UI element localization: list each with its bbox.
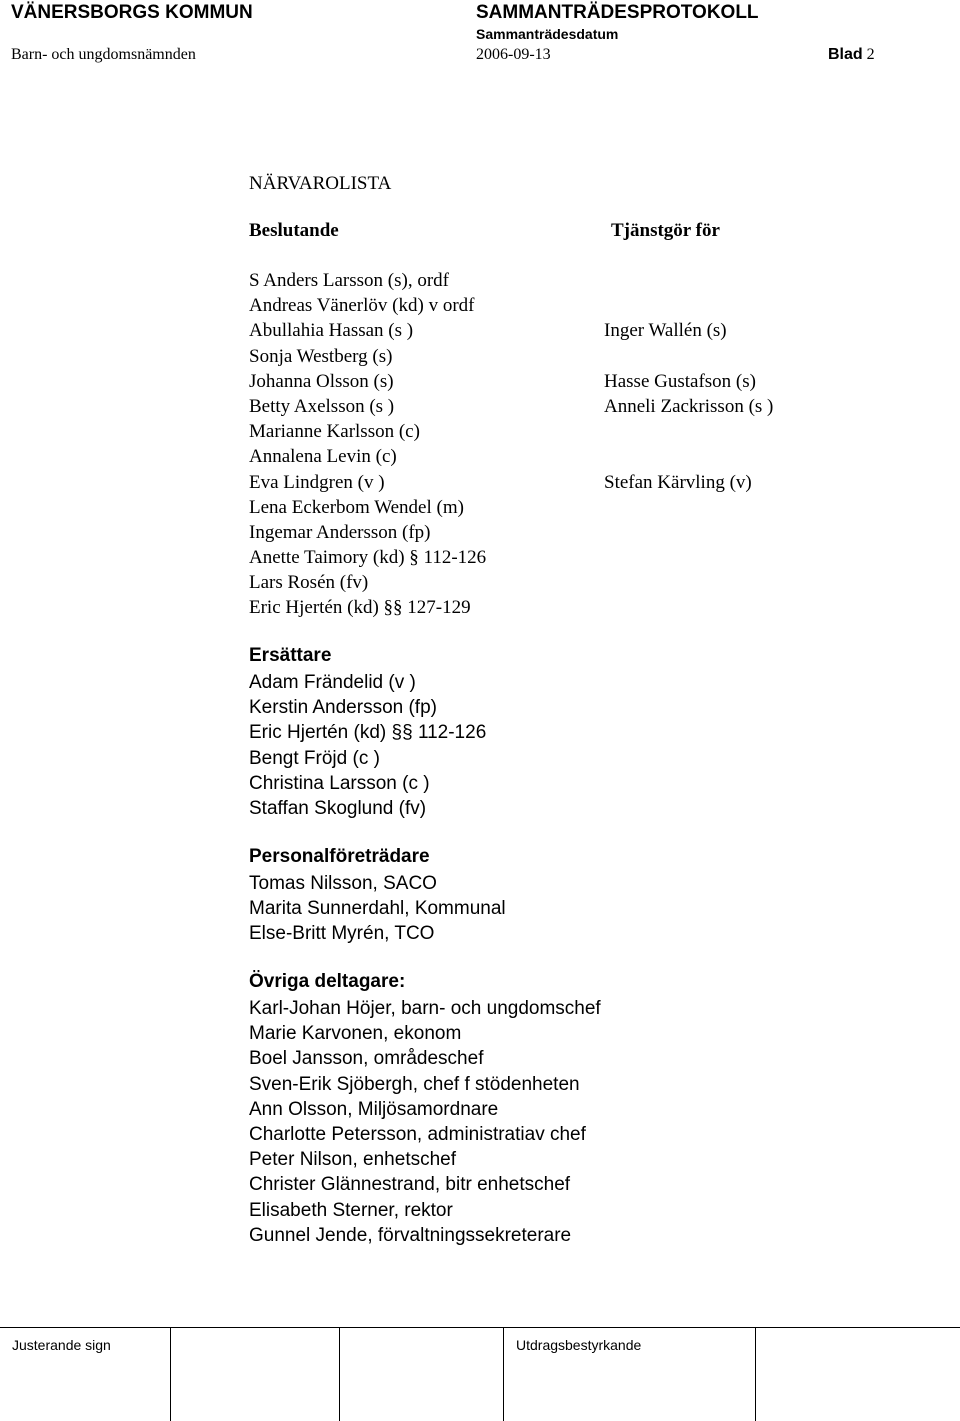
tjanstgor-list <box>604 268 944 621</box>
date-label: Sammanträdesdatum <box>476 26 619 42</box>
tjanstgor-for <box>604 545 944 570</box>
ovriga-member: Gunnel Jende, förvaltningssekreterare <box>249 1224 572 1246</box>
personal-member: Else-Britt Myrén, TCO <box>249 923 435 945</box>
beslutande-list <box>249 268 589 621</box>
tjanstgor-for <box>604 268 944 293</box>
ovriga-member: Christer Glännestrand, bitr enhetschef <box>249 1174 571 1196</box>
ovriga-member: Charlotte Petersson, administratiav chef <box>249 1123 586 1145</box>
ovriga-member: Sven-Erik Sjöbergh, chef f stödenheten <box>249 1073 580 1095</box>
ovriga-member: Ann Olsson, Miljösamordnare <box>249 1098 499 1120</box>
ersattare-member: Christina Larsson (c ) <box>249 772 430 794</box>
beslutande-member: Johanna Olsson (s) <box>249 370 394 392</box>
beslutande-member: Lars Rosén (fv) <box>249 572 369 594</box>
meeting-date: 2006-09-13 <box>476 46 551 63</box>
tjanstgor-for <box>604 520 944 545</box>
ovriga-member: Boel Jansson, områdeschef <box>249 1048 484 1070</box>
tjanstgor-for <box>604 344 944 369</box>
board-name: Barn- och ungdomsnämnden <box>11 46 196 63</box>
ovriga-member: Marie Karvonen, ekonom <box>249 1023 462 1045</box>
ovriga-member: Karl-Johan Höjer, barn- och ungdomschef <box>249 998 601 1019</box>
municipality-name: VÄNERSBORGS KOMMUN <box>11 2 253 23</box>
tjanstgor-for <box>604 570 944 595</box>
beslutande-member: Marianne Karlsson (c) <box>249 421 420 443</box>
document-type: SAMMANTRÄDESPROTOKOLL <box>476 2 759 23</box>
beslutande-member: Betty Axelsson (s ) <box>249 395 395 417</box>
beslutande-member: Andreas Vänerlöv (kd) v ordf <box>249 295 475 317</box>
sheet-label: Blad <box>828 46 863 63</box>
ersattare-member: Staffan Skoglund (fv) <box>249 797 427 819</box>
beslutande-member: Abullahia Hassan (s ) <box>249 320 414 342</box>
beslutande-member: Anette Taimory (kd) § 112-126 <box>249 547 487 569</box>
ovriga-list <box>249 996 899 1248</box>
tjanstgor-for: Inger Wallén (s) <box>604 320 727 342</box>
tjanstgor-for: Stefan Kärvling (v) <box>604 471 752 493</box>
beslutande-member: Sonja Westberg (s) <box>249 345 393 367</box>
sheet-indicator <box>828 46 875 64</box>
tjanstgor-for: Hasse Gustafson (s) <box>604 370 756 392</box>
footer-divider-3 <box>503 1327 504 1421</box>
beslutande-member: S Anders Larsson (s), ordf <box>249 270 450 291</box>
ersattare-member: Kerstin Andersson (fp) <box>249 697 437 719</box>
personal-member: Tomas Nilsson, SACO <box>249 873 437 894</box>
page-title: NÄRVAROLISTA <box>249 173 392 194</box>
ersattare-list <box>249 670 849 821</box>
tjanstgor-for <box>604 293 944 318</box>
justerande-label: Justerande sign <box>12 1337 111 1353</box>
utdrag-label: Utdragsbestyrkande <box>516 1337 642 1353</box>
beslutande-member: Ingemar Andersson (fp) <box>249 521 431 543</box>
beslutande-heading: Beslutande <box>249 220 339 241</box>
ersattare-heading: Ersättare <box>249 645 332 666</box>
ersattare-member: Adam Frändelid (v ) <box>249 672 416 693</box>
ovriga-heading: Övriga deltagare: <box>249 971 406 992</box>
ovriga-member: Elisabeth Sterner, rektor <box>249 1199 453 1221</box>
personal-list <box>249 871 849 947</box>
footer-divider-2 <box>339 1327 340 1421</box>
beslutande-member: Eva Lindgren (v ) <box>249 471 385 493</box>
tjanstgor-for <box>604 595 944 620</box>
personal-heading: Personalföreträdare <box>249 846 430 867</box>
footer-top-rule <box>0 1327 960 1328</box>
tjanstgor-for: Anneli Zackrisson (s ) <box>604 395 774 417</box>
ersattare-member: Bengt Fröjd (c ) <box>249 747 380 769</box>
tjanstgor-heading: Tjänstgör för <box>611 220 720 241</box>
beslutande-member: Annalena Levin (c) <box>249 446 397 468</box>
beslutande-member: Eric Hjertén (kd) §§ 127-129 <box>249 597 471 619</box>
tjanstgor-for <box>604 444 944 469</box>
beslutande-member: Lena Eckerbom Wendel (m) <box>249 496 464 518</box>
sheet-number: 2 <box>866 46 875 63</box>
footer-divider-1 <box>170 1327 171 1421</box>
ovriga-member: Peter Nilson, enhetschef <box>249 1149 457 1171</box>
footer-divider-4 <box>755 1327 756 1421</box>
tjanstgor-for <box>604 419 944 444</box>
ersattare-member: Eric Hjertén (kd) §§ 112-126 <box>249 722 487 744</box>
tjanstgor-for <box>604 495 944 520</box>
personal-member: Marita Sunnerdahl, Kommunal <box>249 898 506 920</box>
